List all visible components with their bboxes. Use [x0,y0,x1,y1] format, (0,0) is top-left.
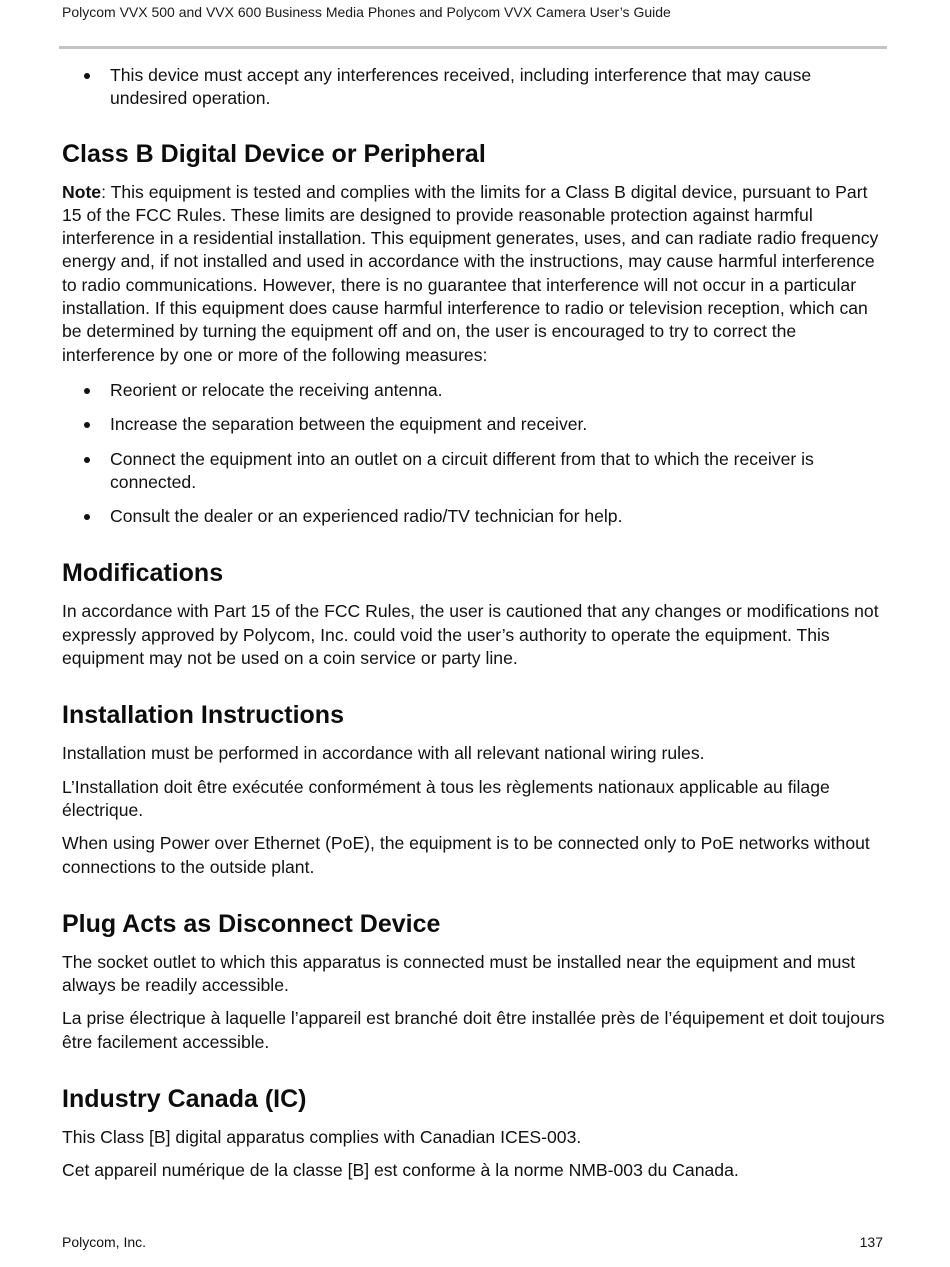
note-text: : This equipment is tested and complies with the limits for a Class B digital device, pursuant to Part 15 of the FCC Rules. These limits are designed to provide reasonable protection against harmful interference in a residential installation. This equipment generates, uses, and can radiate radio frequency energy and, if not installed and used in accordance with the instructions, may cause harmful interference to radio communications. However, there is no guarantee that interference will not occur in a particular installation. If this equipment does cause harmful interference to radio or television reception, which can be determined by turning the equipment off and on, the user is encouraged to try to correct the interference by one or more of the following measures: [62,181,879,365]
bullet-icon [84,388,90,394]
list-item-text: Connect the equipment into an outlet on a circuit different from that to which the receiver is connected. [110,448,814,492]
measures-list [62,379,887,528]
header-divider [59,46,887,49]
section-heading-plug: Plug Acts as Disconnect Device [62,909,441,938]
list-item [62,413,887,436]
list-item-text: This device must accept any interferences received, including interference that may cause undesired operation. [110,65,812,109]
list-item [62,379,887,402]
intro-bullet-list [62,64,887,111]
list-item [62,448,887,495]
section-heading-modifications: Modifications [62,559,224,588]
ic-paragraph-french: Cet appareil numérique de la classe [B] est conforme à la norme NMB-003 du Canada. [62,1160,739,1181]
ic-paragraph: This Class [B] digital apparatus complies with Canadian ICES-003. [62,1127,582,1148]
bullet-icon [84,514,90,520]
list-item [62,64,887,111]
note-label: Note [62,181,102,202]
bullet-icon [84,73,90,79]
modifications-text: In accordance with Part 15 of the FCC Rules, the user is cautioned that any changes or modifications not expressly approved by Polycom, Inc. could void the user’s authority to operate the equipment. This equipment may not be used on a coin service or party line. [62,601,879,669]
plug-paragraph: The socket outlet to which this apparatus is connected must be installed near the equipment and must always be readily accessible. [62,951,856,996]
installation-paragraph-poe: When using Power over Ethernet (PoE), the equipment is to be connected only to PoE networks without connections to the outside plant. [62,833,870,877]
running-header: Polycom VVX 500 and VVX 600 Business Media Phones and Polycom VVX Camera User’s Guide [62,4,671,20]
section-heading-installation: Installation Instructions [62,701,344,730]
class-b-note [62,181,887,367]
page-content [62,64,887,1193]
bullet-icon [84,422,90,428]
list-item-text: Increase the separation between the equipment and receiver. [110,414,588,435]
installation-paragraph-french: L’Installation doit être exécutée conformément à tous les règlements nationaux applicable au filage électrique. [62,776,830,820]
section-heading-class-b: Class B Digital Device or Peripheral [62,139,486,168]
list-item-text: Reorient or relocate the receiving antenna. [110,379,443,400]
page-number: 137 [859,1234,883,1250]
section-heading-industry-canada: Industry Canada (IC) [62,1085,307,1114]
list-item-text: Consult the dealer or an experienced radio/TV technician for help. [110,506,623,527]
list-item [62,505,887,528]
bullet-icon [84,457,90,463]
plug-paragraph-french: La prise électrique à laquelle l’appareil est branché doit être installée près de l’équipement et doit toujours être facilement accessible. [62,1008,885,1052]
installation-paragraph: Installation must be performed in accordance with all relevant national wiring rules. [62,743,705,764]
footer-company: Polycom, Inc. [62,1234,147,1250]
